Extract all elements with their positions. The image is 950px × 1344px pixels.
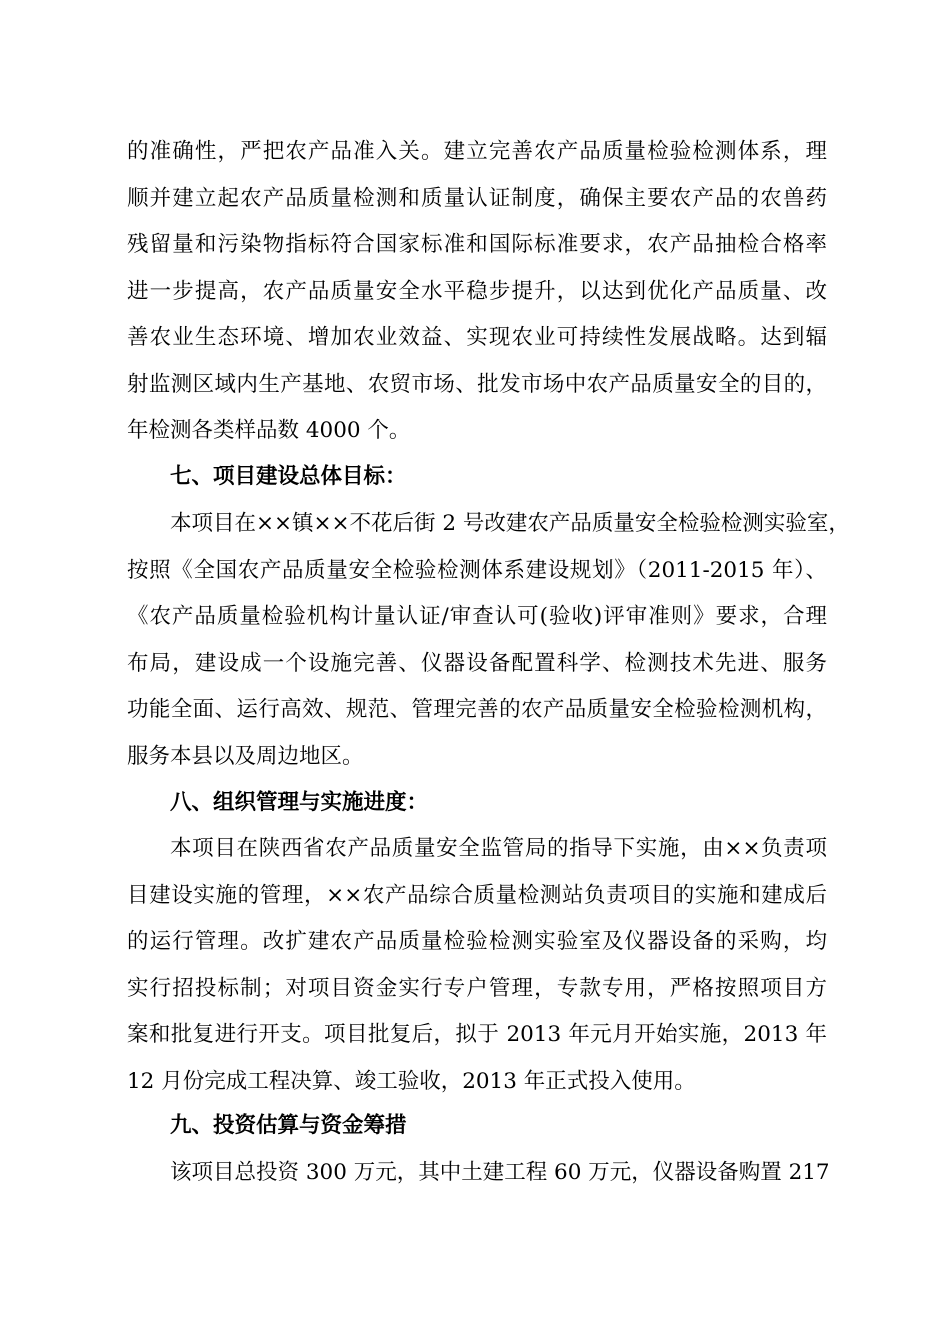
paragraph-line: 顺并建立起农产品质量检测和质量认证制度，确保主要农产品的农兽药: [127, 185, 827, 211]
paragraph-line: 射监测区域内生产基地、农贸市场、批发市场中农产品质量安全的目的，: [127, 371, 827, 397]
paragraph-project-goals-continued: [127, 129, 827, 455]
paragraph-line: 本项目在陕西省农产品质量安全监管局的指导下实施，由××负责项: [170, 836, 827, 861]
paragraph-section-8: [127, 826, 827, 1105]
paragraph-line: 年检测各类样品数 4000 个。: [127, 418, 411, 443]
paragraph-line: 该项目总投资 300 万元，其中土建工程 60 万元，仪器设备购置 217: [170, 1160, 830, 1185]
paragraph-line: 的运行管理。改扩建农产品质量检验检测实验室及仪器设备的采购，均: [127, 929, 827, 954]
paragraph-line: 功能全面、运行高效、规范、管理完善的农产品质量安全检验检测机构，: [127, 697, 827, 722]
paragraph-line: 12 月份完成工程决算、竣工验收，2013 年正式投入使用。: [127, 1068, 696, 1094]
paragraph-line: 按照《全国农产品质量安全检验检测体系建设规划》（2011-2015 年）、: [127, 557, 827, 583]
paragraph-line: 实行招投标制；对项目资金实行专户管理，专款专用，严格按照项目方: [127, 975, 827, 1001]
paragraph-line: 的准确性，严把农产品准入关。建立完善农产品质量检验检测体系，理: [127, 139, 827, 164]
paragraph-line: 服务本县以及周边地区。: [127, 743, 364, 769]
paragraph-line: 案和批复进行开支。项目批复后，拟于 2013 年元月开始实施，2013 年: [127, 1022, 827, 1047]
paragraph-line: 善农业生态环境、增加农业效益、实现农业可持续性发展战略。达到辐: [127, 325, 827, 350]
paragraph-line: 本项目在××镇××不花后街 2 号改建农产品质量安全检验检测实验室，: [170, 511, 850, 536]
paragraph-section-9: [127, 1150, 830, 1197]
paragraph-line: 残留量和污染物指标符合国家标准和国际标准要求，农产品抽检合格率: [127, 232, 827, 257]
paragraph-section-7: [127, 501, 850, 780]
paragraph-line: 《农产品质量检验机构计量认证/审查认可(验收)评审准则》要求，合理: [127, 604, 827, 629]
section-heading-7: 七、项目建设总体目标：: [170, 464, 407, 489]
paragraph-line: 布局，建设成一个设施完善、仪器设备配置科学、检测技术先进、服务: [127, 650, 827, 676]
paragraph-line: 目建设实施的管理，××农产品综合质量检测站负责项目的实施和建成后: [127, 882, 827, 908]
section-heading-9: 九、投资估算与资金筹措: [170, 1113, 407, 1138]
section-heading-8: 八、组织管理与实施进度：: [170, 790, 429, 815]
paragraph-line: 进一步提高，农产品质量安全水平稳步提升，以达到优化产品质量、改: [127, 278, 827, 304]
